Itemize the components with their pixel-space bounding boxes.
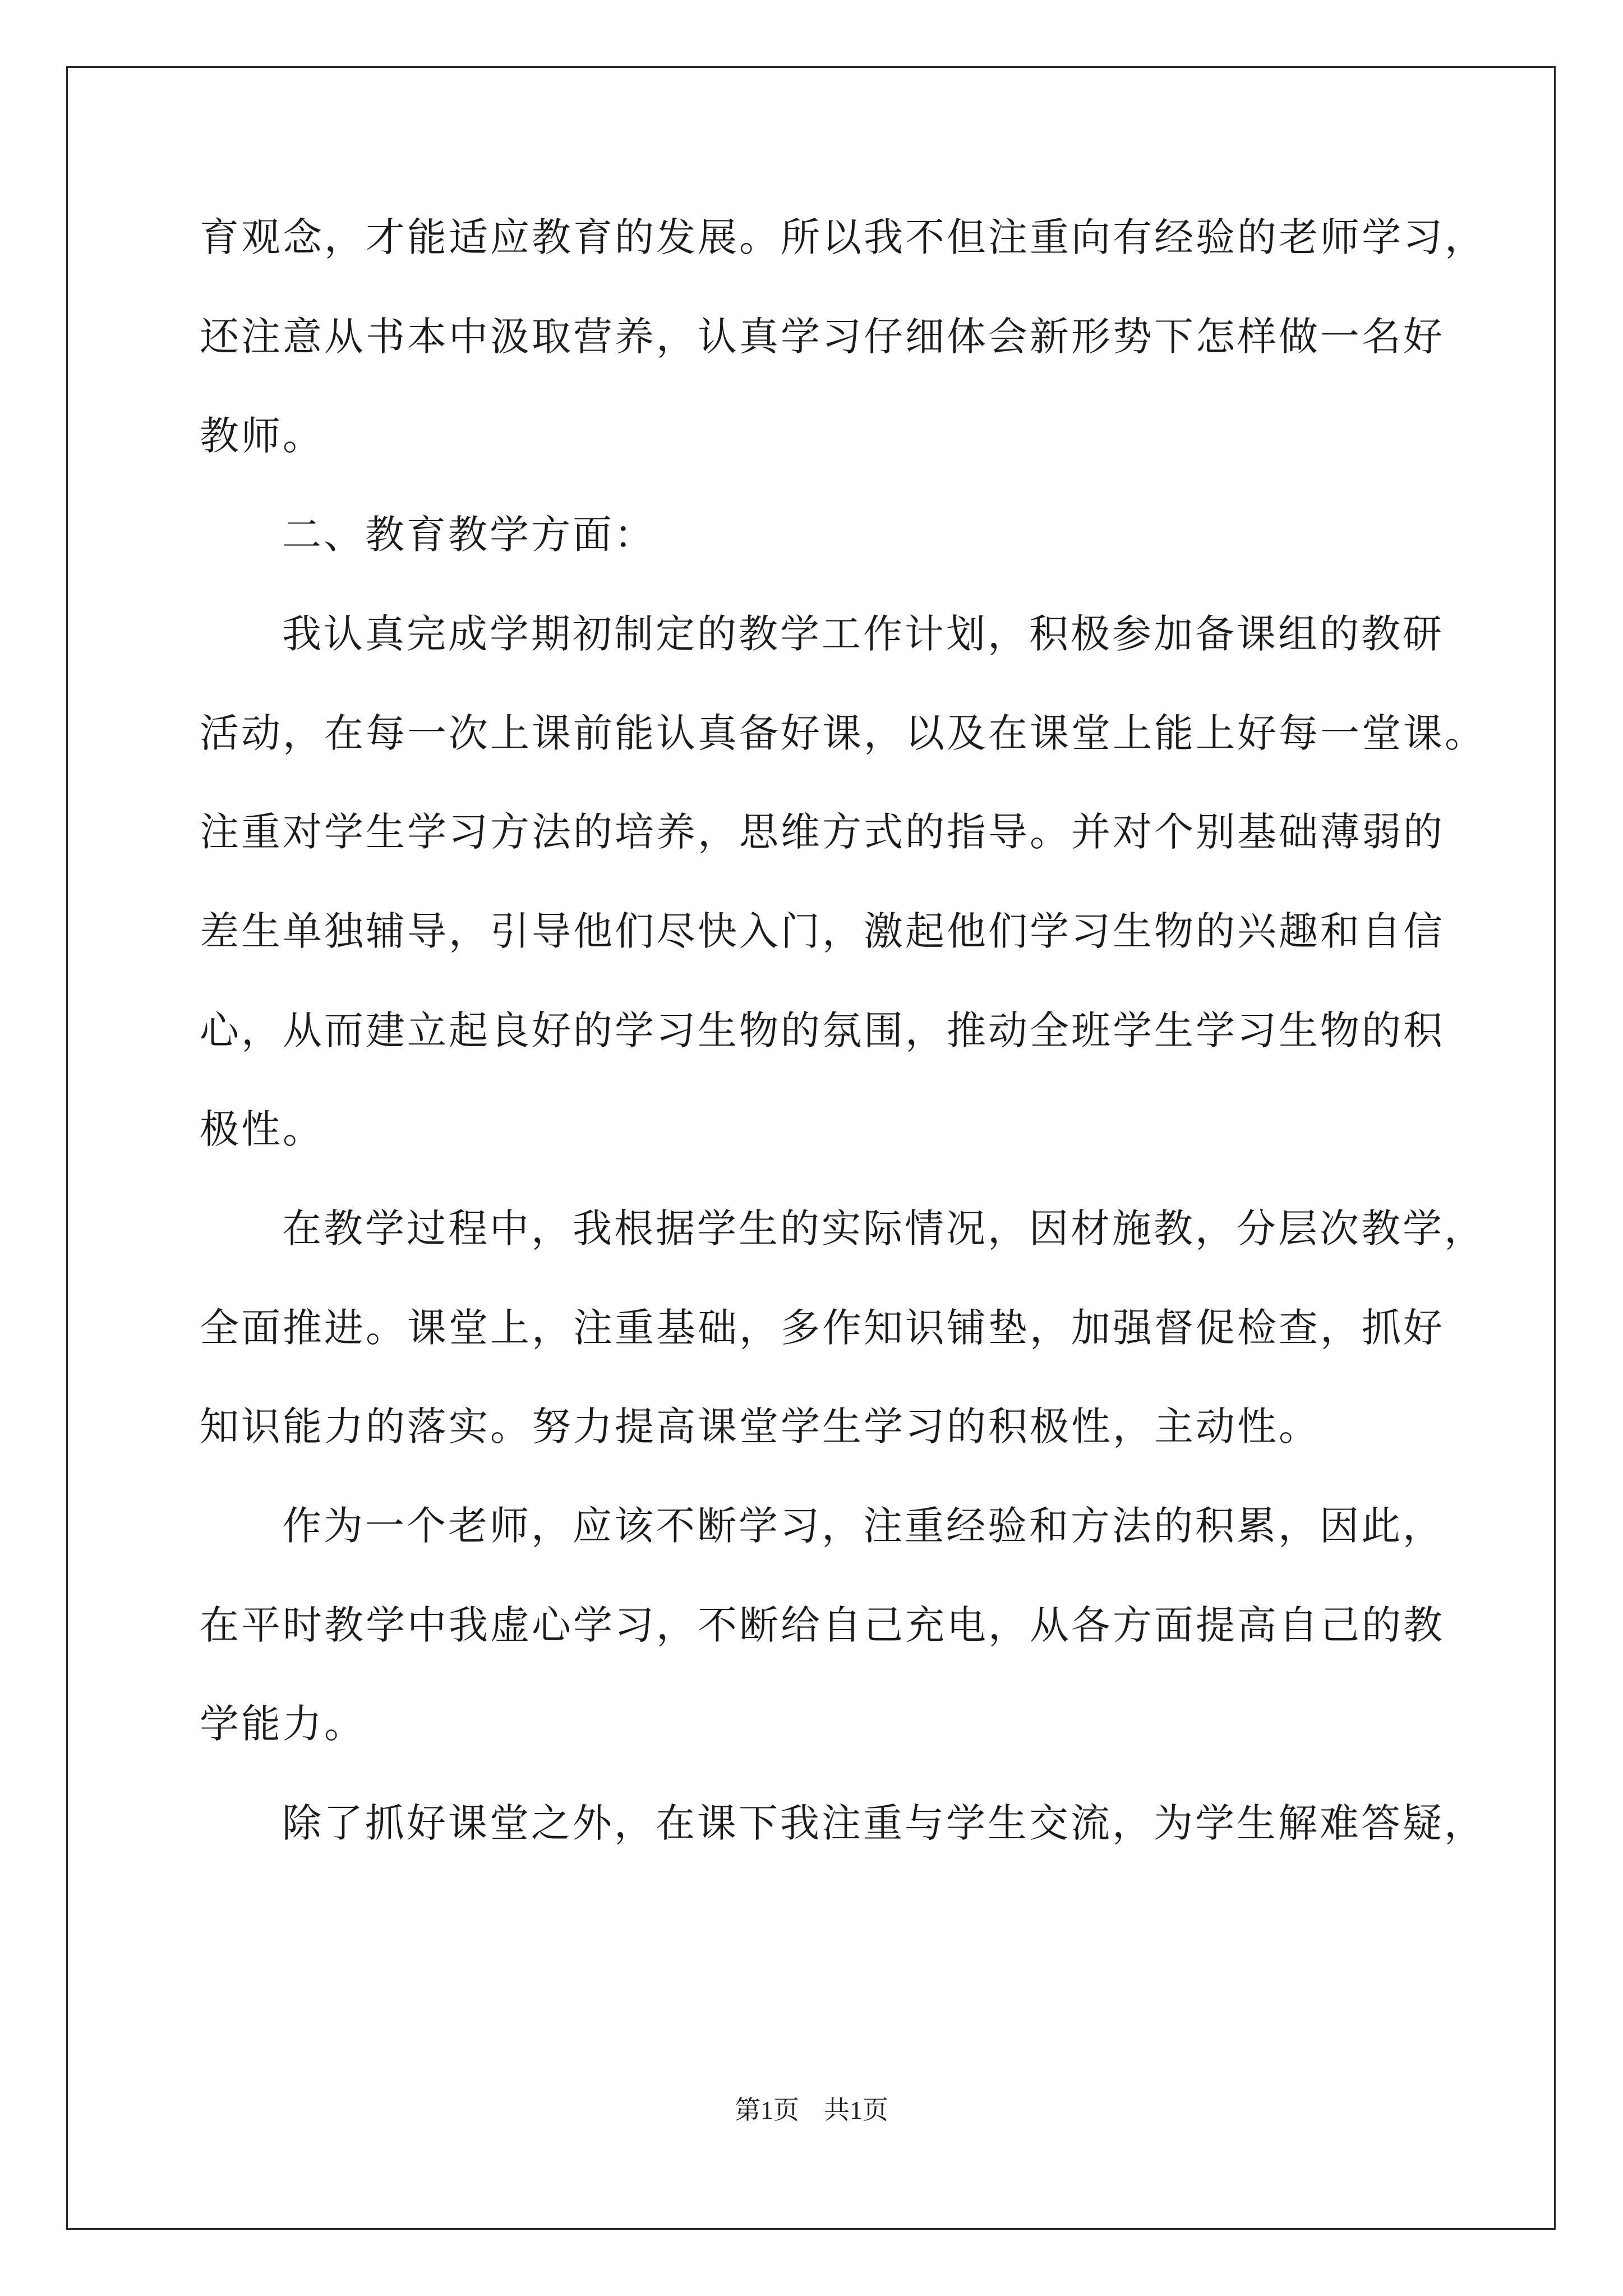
text-line: 教师。	[200, 413, 324, 459]
page-number: 第1页	[735, 2096, 799, 2124]
text-line: 除了抓好课堂之外，在课下我注重与学生交流，为学生解难答疑，	[282, 1800, 1486, 1846]
text-line: 作为一个老师，应该不断学习，注重经验和方法的积累，因此，	[282, 1503, 1444, 1549]
text-line: 活动，在每一次上课前能认真备好课，以及在课堂上能上好每一堂课。	[200, 710, 1486, 756]
text-line: 注重对学生学习方法的培养，思维方式的指导。并对个别基础薄弱的	[200, 809, 1445, 855]
text-line: 差生单独辅导，引导他们尽快入门，激起他们学习生物的兴趣和自信	[200, 908, 1445, 954]
text-line: 在教学过程中，我根据学生的实际情况，因材施教，分层次教学，	[282, 1205, 1486, 1251]
text-line: 心，从而建立起良好的学习生物的氛围，推动全班学生学习生物的积	[200, 1007, 1445, 1053]
text-line: 还注意从书本中汲取营养，认真学习仔细体会新形势下怎样做一名好	[200, 314, 1445, 360]
text-line: 知识能力的落实。努力提高课堂学生学习的积极性，主动性。	[200, 1404, 1320, 1450]
section-heading: 二、教育教学方面：	[282, 512, 656, 558]
text-line: 我认真完成学期初制定的教学工作计划，积极参加备课组的教研	[282, 611, 1444, 657]
page-footer	[0, 2093, 1623, 2127]
text-line: 极性。	[200, 1106, 324, 1152]
text-line: 全面推进。课堂上，注重基础，多作知识铺垫，加强督促检查，抓好	[200, 1305, 1445, 1351]
text-line: 在平时教学中我虚心学习，不断给自己充电，从各方面提高自己的教	[200, 1602, 1445, 1648]
page-total: 共1页	[824, 2096, 888, 2124]
text-line: 育观念，才能适应教育的发展。所以我不但注重向有经验的老师学习，	[200, 214, 1486, 260]
text-line: 学能力。	[200, 1701, 366, 1747]
